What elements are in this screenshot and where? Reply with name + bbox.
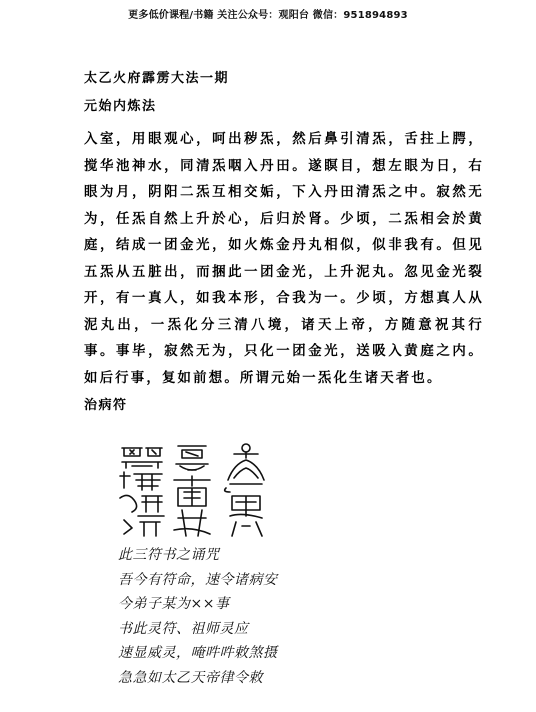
document-title: 太乙火府霹雳大法一期 xyxy=(84,71,230,86)
handwriting-line: 今弟子某为××事 xyxy=(118,596,230,612)
handwriting-line: 速显威灵，唵吽吽敕煞摄 xyxy=(118,645,278,661)
handwriting-line: 此三符书之诵咒 xyxy=(118,547,220,563)
talisman-illustration xyxy=(112,440,282,540)
document-body xyxy=(84,70,484,415)
handwriting-line: 吾今有符命，速令诸病安 xyxy=(118,571,278,588)
section-title: 治病符 xyxy=(84,398,128,413)
talisman-glyph-3 xyxy=(225,444,264,536)
talisman-glyph-2 xyxy=(174,446,210,536)
talisman-glyph-1 xyxy=(120,448,164,536)
handwriting-line: 急急如太乙天帝律令敕 xyxy=(118,669,263,686)
page-header: 更多低价课程/书籍 关注公众号：观阳台 微信：951894893 xyxy=(128,10,408,21)
handwritten-notes xyxy=(118,543,448,690)
document-subtitle: 元始内炼法 xyxy=(84,99,157,114)
body-paragraph: 入室，用眼观心，呵出秽炁，然后鼻引清炁，舌拄上腭，搅华池神水，同清炁咽入丹田。遂瞑目，想左眼为日，右眼为月，阴阳二炁互相交姤，下入丹田清炁之中。寂然无为，任炁自然上升於心，后归於肾。少顷，二炁相会於黄庭，结成一团金光，如火炼金丹丸相似，似非我有。但见五炁从五脏出，而捆此一团金光，上升泥丸。忽见金光裂开，有一真人，如我本形，合我为一。少顷，方想真人从泥丸出，一炁化分三清八境，诸天上帝，方随意祝其行事。事毕，寂然无为，只化一团金光，送吸入黄庭之内。如后行事，复如前想。所谓元始一炁化生诸天者也。 xyxy=(84,131,484,386)
handwriting-line: 书此灵符、祖师灵应 xyxy=(118,620,249,637)
